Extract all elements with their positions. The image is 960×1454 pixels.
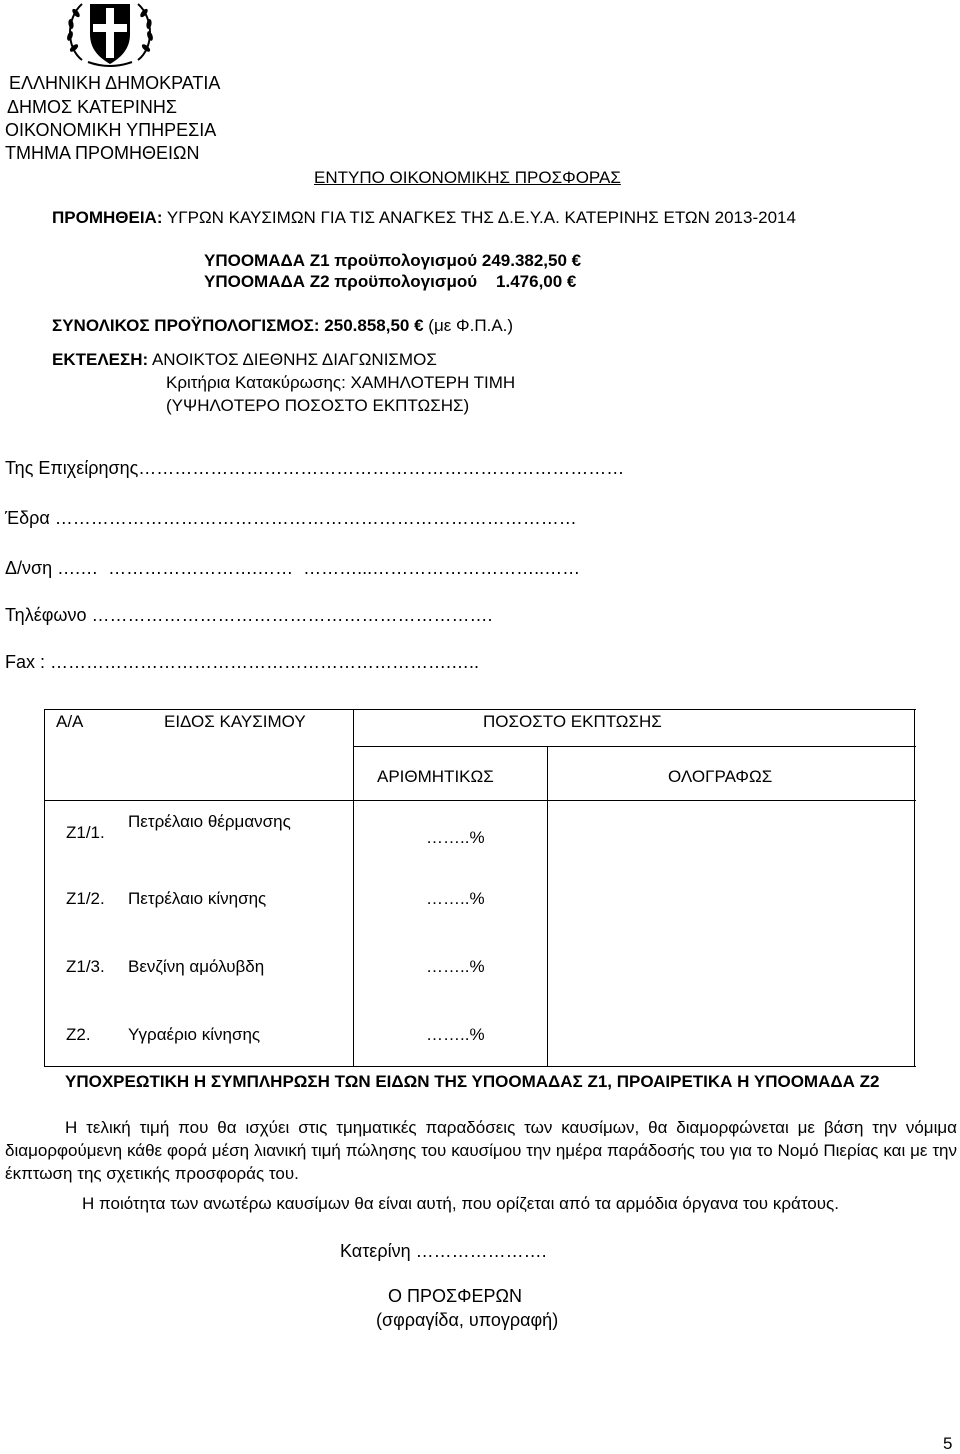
- table-left-border: [44, 709, 45, 1067]
- table-column-divider: [353, 709, 354, 1067]
- notice-heading: ΥΠΟΧΡΕΩΤΙΚΗ Η ΣΥΜΠΛΗΡΩΣΗ ΤΩΝ ΕΙΔΩΝ ΤΗΣ ΥΠΟΟΜΑΔΑΣ Ζ1, ΠΡΟΑΙΡΕΤΙΚΑ Η ΥΠΟΟΜΑΔΑ Ζ2: [65, 1072, 880, 1091]
- table-header-bottom-border: [44, 800, 916, 801]
- row-code: Ζ1/1.: [66, 823, 105, 842]
- coat-of-arms-emblem: [60, 0, 160, 68]
- header-section: ΤΜΗΜΑ ΠΡΟΜΗΘΕΙΩΝ: [5, 143, 200, 163]
- procurement-label: ΠΡΟΜΗΘΕΙΑ:: [52, 208, 163, 227]
- procurement-line: [52, 207, 796, 228]
- award-criterion: Κριτήρια Κατακύρωσης: ΧΑΜΗΛΟΤΕΡΗ ΤΙΜΗ: [166, 373, 516, 392]
- table-top-border: [44, 709, 916, 710]
- total-budget-value: 250.858,50 €: [324, 316, 424, 335]
- fax-field[interactable]: Fax : ………………………………………………………….…..: [5, 652, 480, 672]
- row-code: Ζ1/3.: [66, 957, 105, 976]
- header-fuel-type: ΕΙΔΟΣ ΚΑΥΣΙΜΟΥ: [164, 712, 306, 731]
- header-municipality: ΔΗΜΟΣ ΚΑΤΕΡΙΝΗΣ: [7, 97, 177, 117]
- place-date[interactable]: Κατερίνη ………………….: [340, 1241, 547, 1261]
- award-criterion-note: (ΥΨΗΛΟΤΕΡΟ ΠΟΣΟΣΤΟ ΕΚΠΤΩΣΗΣ): [166, 396, 470, 415]
- company-field[interactable]: Της Επιχείρησης………………………………………………………………………: [5, 458, 625, 478]
- header-discount: ΠΟΣΟΣΤΟ ΕΚΠΤΩΣΗΣ: [483, 712, 662, 731]
- table-subheader-border: [353, 746, 916, 747]
- row-numeric-value[interactable]: ……..%: [426, 828, 485, 847]
- row-numeric-value[interactable]: ……..%: [426, 957, 485, 976]
- row-numeric-value[interactable]: ……..%: [426, 889, 485, 908]
- row-code: Ζ1/2.: [66, 889, 105, 908]
- row-fuel-name: Υγραέριο κίνησης: [128, 1025, 261, 1044]
- execution-line: [52, 349, 437, 370]
- stamp-signature-note: (σφραγίδα, υπογραφή): [376, 1310, 559, 1330]
- row-fuel-name: Βενζίνη αμόλυβδη: [128, 957, 265, 976]
- seat-field[interactable]: Έδρα ……………………………………………………………………………: [5, 508, 577, 528]
- header-aa: Α/Α: [56, 712, 84, 731]
- row-fuel-name: Πετρέλαιο θέρμανσης: [128, 812, 291, 831]
- header-country: ΕΛΛΗΝΙΚΗ ΔΗΜΟΚΡΑΤΙΑ: [9, 73, 221, 93]
- header-words: ΟΛΟΓΡΑΦΩΣ: [668, 767, 773, 786]
- subgroup-z2: ΥΠΟΟΜΑΔΑ Ζ2 προϋπολογισμού 1.476,00 €: [204, 272, 577, 291]
- total-budget-label: ΣΥΝΟΛΙΚΟΣ ΠΡΟΫΠΟΛΟΓΙΣΜΟΣ:: [52, 316, 320, 335]
- table-bottom-border: [44, 1066, 916, 1067]
- bidder-label: Ο ΠΡΟΣΦΕΡΩΝ: [388, 1286, 522, 1306]
- header-numeric: ΑΡΙΘΜΗΤΙΚΩΣ: [377, 767, 494, 786]
- form-title: ΕΝΤΥΠΟ ΟΙΚΟΝΟΜΙΚΗΣ ΠΡΟΣΦΟΡΑΣ: [314, 168, 621, 187]
- phone-field[interactable]: Τηλέφωνο ………………………………………………………….: [5, 605, 493, 625]
- execution-label: ΕΚΤΕΛΕΣΗ:: [52, 350, 149, 369]
- execution-value: ΑΝΟΙΚΤΟΣ ΔΙΕΘΝΗΣ ΔΙΑΓΩΝΙΣΜΟΣ: [151, 350, 437, 369]
- total-budget-line: [52, 315, 513, 336]
- procurement-value: ΥΓΡΩΝ ΚΑΥΣΙΜΩΝ ΓΙΑ ΤΙΣ ΑΝΑΓΚΕΣ ΤΗΣ Δ.Ε.Υ.Α. ΚΑΤΕΡΙΝΗΣ ΕΤΩΝ 2013-2014: [166, 208, 796, 227]
- row-fuel-name: Πετρέλαιο κίνησης: [128, 889, 267, 908]
- total-budget-note: (με Φ.Π.Α.): [428, 316, 514, 335]
- page-number: 5: [943, 1434, 953, 1453]
- notice-paragraph-quality: Η ποιότητα των ανωτέρω καυσίμων θα είναι αυτή, που ορίζεται από τα αρμόδια όργανα του κράτους.: [82, 1194, 839, 1213]
- header-department: ΟΙΚΟΝΟΜΙΚΗ ΥΠΗΡΕΣΙΑ: [5, 120, 217, 140]
- table-right-border: [914, 709, 915, 1067]
- subgroup-z1: ΥΠΟΟΜΑΔΑ Ζ1 προϋπολογισμού 249.382,50 €: [204, 251, 582, 270]
- table-subcolumn-divider: [547, 746, 548, 1067]
- row-code: Ζ2.: [66, 1025, 91, 1044]
- notice-paragraph-pricing: Η τελική τιμή που θα ισχύει στις τμηματικές παραδόσεις των καυσίμων, θα διαμορφώνεται με βάση την νόμιμα διαμορφούμενη κάθε φορά μέση λιανική τιμή πώλησης του καυσίμου την ημέρα παράδοσής του για το Νομό Πιερίας και με την έκπτωση της σχετικής προσφοράς του.: [5, 1118, 957, 1183]
- row-numeric-value[interactable]: ……..%: [426, 1025, 485, 1044]
- address-field[interactable]: Δ/νση ….… …………………….…… ………...………………………..……: [5, 558, 581, 578]
